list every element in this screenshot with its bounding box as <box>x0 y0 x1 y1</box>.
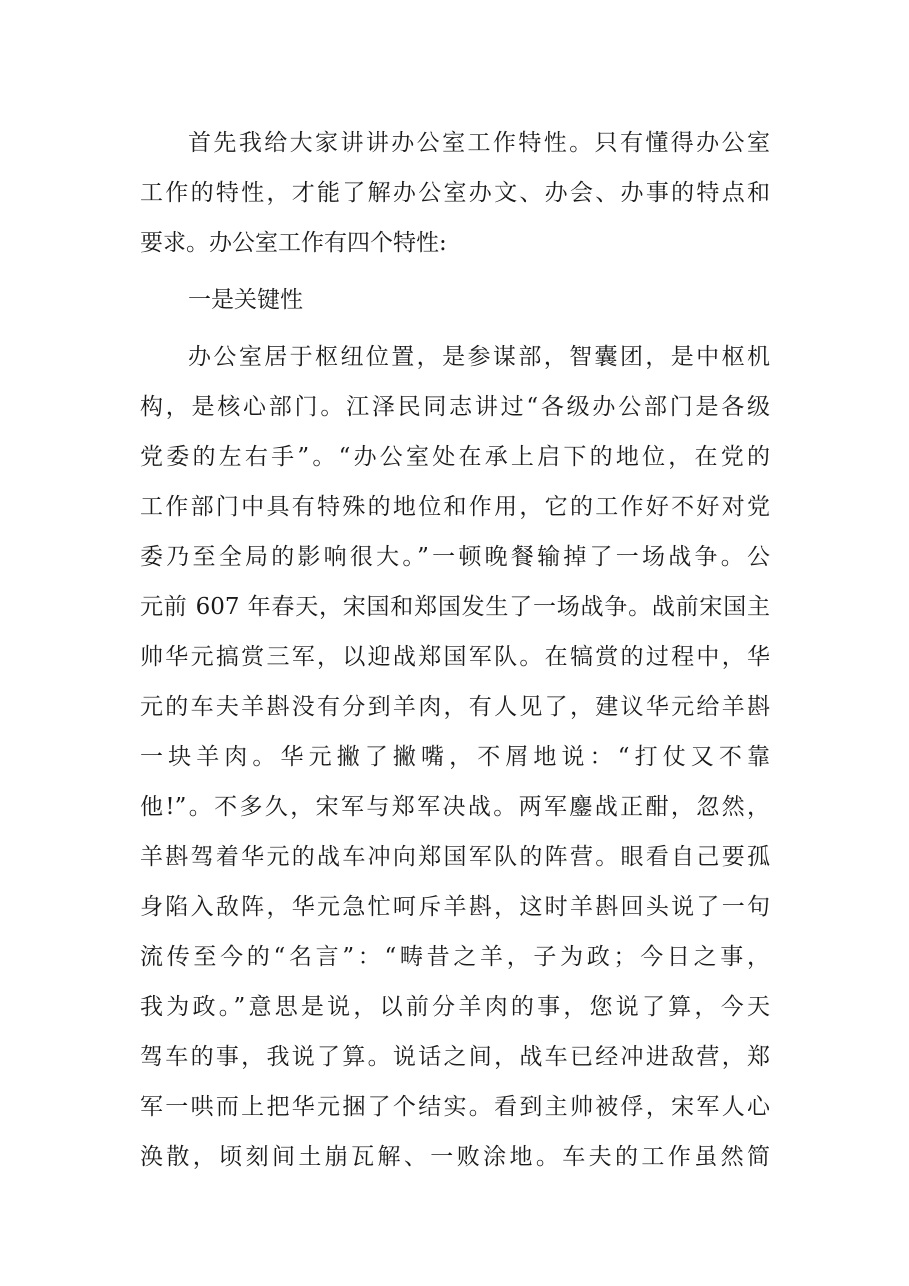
paragraph-2-line-13: 流传至今的“名言”：“畴昔之羊，子为政；今日之事， <box>140 944 770 970</box>
paragraph-2-line-2: 构，是核心部门。江泽民同志讲过“各级办公部门是各级 <box>140 394 770 420</box>
paragraph-2-line-5: 委乃至全局的影响很大。”一顿晚餐输掉了一场战争。公 <box>140 544 770 570</box>
paragraph-2-line-12: 身陷入敌阵，华元急忙呵斥羊斟，这时羊斟回头说了一句 <box>140 894 770 920</box>
paragraph-2-line-17: 涣散，顷刻间土崩瓦解、一败涂地。车夫的工作虽然简 <box>140 1144 770 1170</box>
paragraph-1-line-1: 首先我给大家讲讲办公室工作特性。只有懂得办公室 <box>188 130 770 156</box>
paragraph-2-line-15: 驾车的事，我说了算。说话之间，战车已经冲进敌营，郑 <box>140 1044 770 1070</box>
paragraph-2-line-3: 党委的左右手”。“办公室处在承上启下的地位，在党的 <box>140 444 770 470</box>
paragraph-2-line-11: 羊斟驾着华元的战车冲向郑国军队的阵营。眼看自己要孤 <box>140 844 770 870</box>
paragraph-1-line-3: 要求。办公室工作有四个特性: <box>140 230 447 256</box>
paragraph-2-line-10: 他!”。不多久，宋军与郑军决战。两军鏖战正酣，忽然， <box>140 794 770 820</box>
paragraph-2-line-6: 元前 607 年春天，宋国和郑国发生了一场战争。战前宋国主 <box>140 594 770 620</box>
paragraph-2-line-1: 办公室居于枢纽位置，是参谋部，智囊团，是中枢机 <box>188 344 770 370</box>
paragraph-1-line-2: 工作的特性，才能了解办公室办文、办会、办事的特点和 <box>140 180 770 206</box>
paragraph-2-line-14: 我为政。”意思是说，以前分羊肉的事，您说了算，今天 <box>140 994 770 1020</box>
paragraph-2-line-9: 一块羊肉。华元撇了撇嘴，不屑地说：“打仗又不靠 <box>140 744 770 770</box>
paragraph-2-line-16: 军一哄而上把华元捆了个结实。看到主帅被俘，宋军人心 <box>140 1094 770 1120</box>
paragraph-2-line-8: 元的车夫羊斟没有分到羊肉，有人见了，建议华元给羊斟 <box>140 694 770 720</box>
section-heading: 一是关键性 <box>188 287 303 313</box>
paragraph-2-line-7: 帅华元搞赏三军，以迎战郑国军队。在犒赏的过程中，华 <box>140 644 770 670</box>
paragraph-2-line-4: 工作部门中具有特殊的地位和作用，它的工作好不好对党 <box>140 494 770 520</box>
